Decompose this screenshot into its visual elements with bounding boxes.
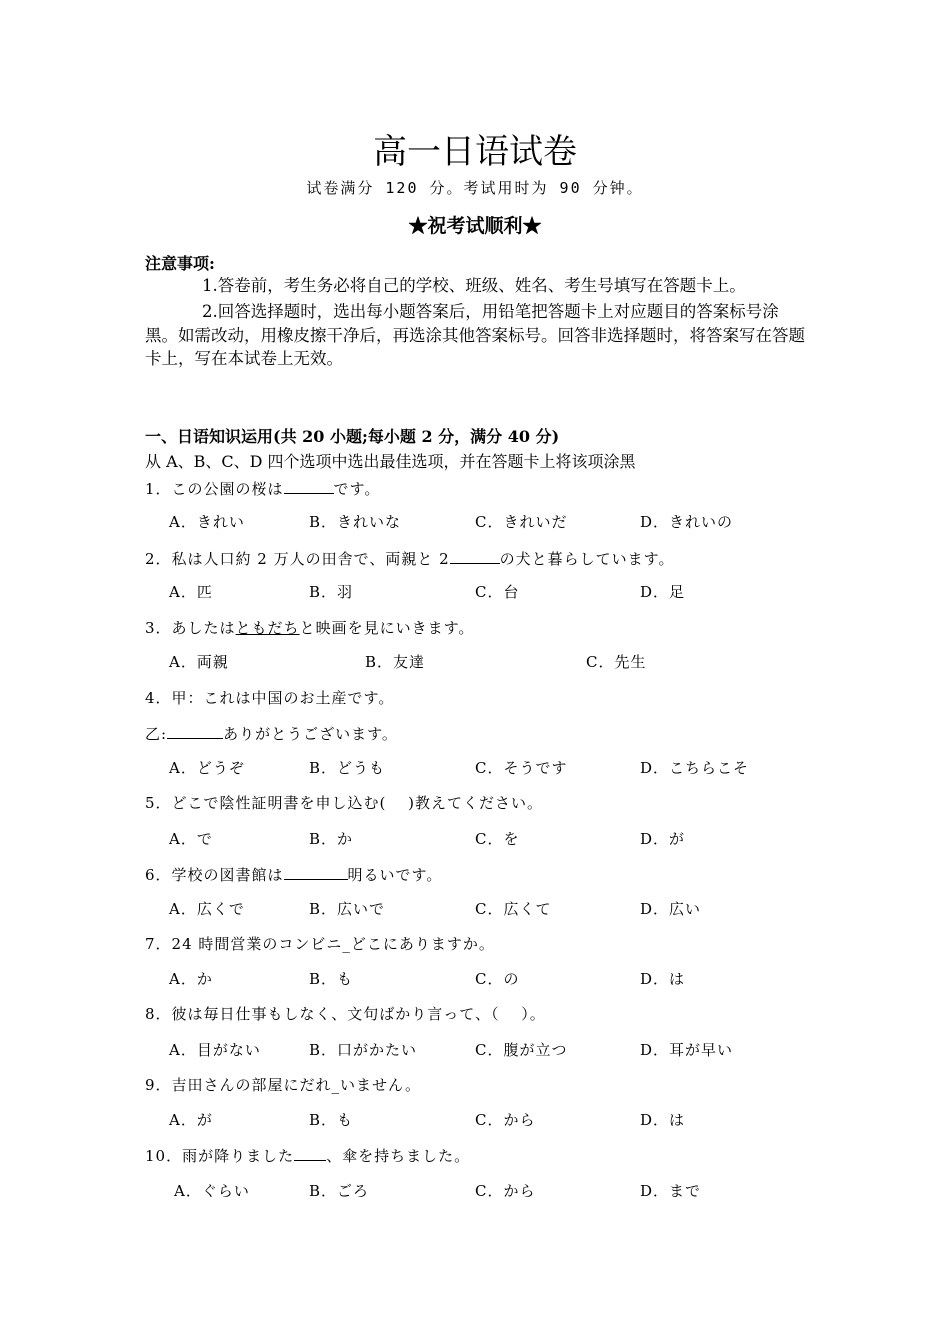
question-stem-5: 5．どこで陰性証明書を申し込む( )教えてください。 <box>145 794 544 812</box>
answer-blank <box>284 478 334 494</box>
option-c: C．広くて <box>475 900 552 918</box>
stem-text: と映画を見にいきます。 <box>299 619 475 637</box>
answer-blank <box>284 864 348 880</box>
option-b: B．どうも <box>309 759 386 777</box>
option-c: C．から <box>475 1182 536 1200</box>
option-a: A．きれい <box>169 513 245 531</box>
notice-heading: 注意事项: <box>145 254 215 273</box>
option-b: B．羽 <box>309 583 354 601</box>
stem-text: の犬と暮らしています。 <box>499 550 675 568</box>
option-c: C．先生 <box>586 653 647 671</box>
option-a: A．ぐらい <box>174 1182 250 1200</box>
option-c: C．から <box>475 1111 536 1129</box>
notice-item-1: 1.答卷前，考生务必将自己的学校、班级、姓名、考生号填写在答题卡上。 <box>202 276 746 295</box>
question-stem-8: 8．彼は毎日仕事もしなく、文句ばかり言って、（ ）。 <box>145 1005 546 1023</box>
exam-info: 试卷满分 120 分。考试用时为 90 分钟。 <box>306 179 644 197</box>
section-description: 从 A、B、C、D 四个选项中选出最佳选项，并在答题卡上将该项涂黑 <box>145 452 636 471</box>
speaker-label: 乙: <box>145 725 168 743</box>
option-d: D．足 <box>640 583 686 601</box>
question-stem-4-reply <box>145 723 398 744</box>
option-d: D．こちらこそ <box>640 759 750 777</box>
stem-text: 10．雨が降りました <box>145 1147 295 1165</box>
option-b: B．広いで <box>309 900 386 918</box>
option-d: D．が <box>640 830 686 848</box>
stem-text: 3．あしたは <box>145 619 236 637</box>
option-a: A．目がない <box>169 1041 261 1059</box>
stem-text: 、傘を持ちました。 <box>326 1147 471 1165</box>
answer-blank <box>167 723 223 739</box>
option-d: D．は <box>640 970 686 988</box>
option-b: B．か <box>309 830 354 848</box>
underlined-word: ともだち <box>235 619 300 637</box>
option-d: D．は <box>640 1111 686 1129</box>
option-c: C．を <box>475 830 520 848</box>
good-luck-banner: ★祝考试顺利★ <box>408 215 542 237</box>
option-c: C．台 <box>475 583 520 601</box>
answer-blank <box>294 1145 326 1161</box>
option-c: C．きれいだ <box>475 513 568 531</box>
option-a: A．どうぞ <box>169 759 245 777</box>
option-a: A．両親 <box>169 653 229 671</box>
stem-text: 6．学校の図書館は <box>145 866 284 884</box>
stem-text: 2．私は人口約 2 万人の田舎で、両親と 2 <box>145 550 450 568</box>
option-b: B．も <box>309 1111 354 1129</box>
option-b: B．友達 <box>365 653 426 671</box>
option-a: A．広くで <box>169 900 245 918</box>
stem-text: です。 <box>333 480 381 498</box>
option-d: D．まで <box>640 1182 702 1200</box>
option-b: B．ごろ <box>309 1182 370 1200</box>
option-d: D．きれいの <box>640 513 734 531</box>
stem-text: 1．この公園の桜は <box>145 480 284 498</box>
question-stem-6 <box>145 864 442 885</box>
question-stem-9: 9．吉田さんの部屋にだれ_いません。 <box>145 1076 421 1094</box>
question-stem-7: 7．24 時間営業のコンビニ_どこにありますか。 <box>145 935 495 953</box>
question-stem-4: 4．甲：これは中国のお土産です。 <box>145 689 395 707</box>
question-stem-2 <box>145 548 674 569</box>
option-a: A．で <box>169 830 213 848</box>
option-d: D．耳が早い <box>640 1041 734 1059</box>
option-c: C．腹が立つ <box>475 1041 568 1059</box>
stem-text: ありがとうございます。 <box>223 725 398 743</box>
question-stem-10 <box>145 1145 470 1166</box>
stem-text: 明るいです。 <box>347 866 443 884</box>
option-a: A．匹 <box>169 583 213 601</box>
notice-item-2: 2.回答选择题时，选出每小题答案后，用铅笔把答题卡上对应题目的答案标号涂黑。如需改动，用橡皮擦干净后，再选涂其他答案标号。回答非选择题时，将答案写在答题卡上，写在本试卷上无效。 <box>145 302 805 368</box>
option-d: D．広い <box>640 900 702 918</box>
page-title: 高一日语试卷 <box>373 132 577 172</box>
option-b: B．口がかたい <box>309 1041 418 1059</box>
answer-blank <box>450 548 500 564</box>
option-c: C．の <box>475 970 520 988</box>
option-c: C．そうです <box>475 759 568 777</box>
option-a: A．か <box>169 970 213 988</box>
question-stem-1 <box>145 478 380 499</box>
section-heading: 一、日语知识运用(共 20 小题;每小题 2 分，满分 40 分) <box>145 427 560 446</box>
question-stem-3 <box>145 618 474 638</box>
option-b: B．きれいな <box>309 513 402 531</box>
option-a: A．が <box>169 1111 213 1129</box>
option-b: B．も <box>309 970 354 988</box>
